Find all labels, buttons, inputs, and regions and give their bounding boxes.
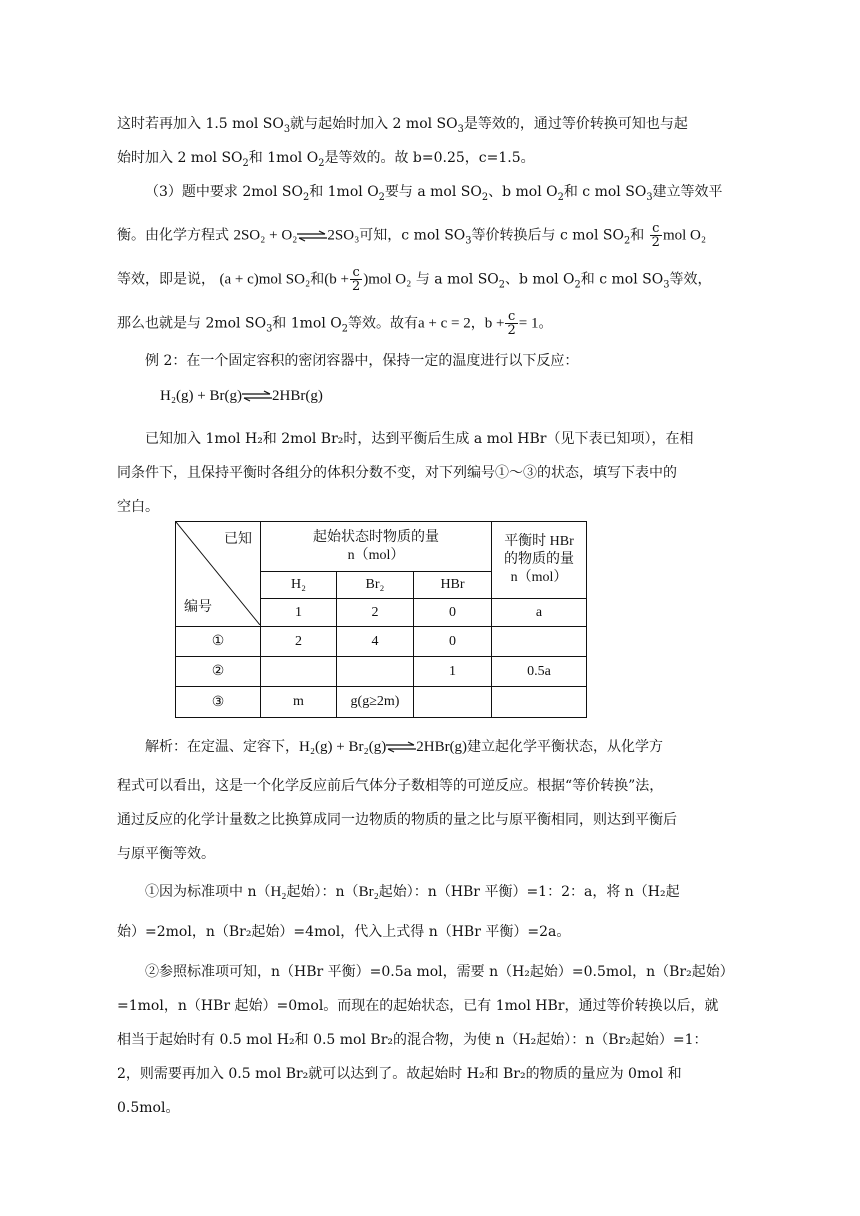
text-line: 相当于起始时有 0.5 mol H₂和 0.5 mol Br₂的混合物，为使 n（H₂起始）：n（Br₂起始）=1： — [117, 1032, 708, 1048]
text: 是等效的。故 b=0.25，c=1.5。 — [324, 150, 535, 166]
equation: 2SO₃ — [327, 227, 360, 244]
text-line: ①因为标准项中 n（H₂起始）：n（Br₂起始）：n（HBr 平衡）=1：2：a，将 n（H₂起 — [145, 884, 680, 900]
text: 等效。故有 — [348, 315, 418, 332]
text-line-2 — [117, 148, 535, 174]
subscript: 2 — [557, 191, 564, 203]
text: 等效，即是说， — [117, 271, 215, 288]
text: 可知，c mol SO — [359, 227, 466, 244]
table-row — [176, 657, 587, 687]
text: 那么也就是与 2mol SO — [117, 315, 267, 332]
subscript: 2 — [318, 157, 325, 169]
col-header-br2: Br₂ — [337, 572, 414, 599]
text-line: 程式可以看出，这是一个化学反应前后气体分子数相等的可逆反应。根据“等价转换”法， — [117, 778, 664, 794]
text-line: 0.5mol。 — [117, 1100, 180, 1116]
data-table — [175, 521, 587, 718]
text: 等价转换后与 c mol SO — [471, 227, 624, 244]
subscript: 3 — [646, 191, 653, 203]
row-label: ③ — [176, 687, 261, 718]
text: 等效， — [669, 271, 712, 288]
equilibrium-arrow-icon — [386, 741, 416, 753]
fraction: $\frac{c}{2}$ — [651, 221, 660, 250]
text: 和 c mol SO — [580, 271, 664, 288]
subscript: 2 — [481, 191, 489, 203]
table-cell: m — [261, 687, 337, 718]
table-cell: 2 — [261, 627, 337, 657]
table-cell: 0.5a — [492, 657, 587, 687]
equation: H₂(g) + Br₂(g) — [299, 739, 387, 755]
subscript: 3 — [457, 123, 464, 135]
subscript: 2 — [623, 235, 631, 247]
text: 和 1mol O — [309, 184, 379, 200]
subscript: 2 — [302, 191, 310, 203]
example-heading: 例 2：在一个固定容积的密闭容器中，保持一定的温度进行以下反应： — [145, 353, 579, 369]
col-header-hbr: HBr — [414, 572, 492, 599]
equation: H₂ — [270, 884, 287, 900]
table-cell — [414, 687, 492, 718]
table-cell: 0 — [414, 599, 492, 627]
table-cell: 1 — [414, 657, 492, 687]
text-line: 同条件下，且保持平衡时各组分的体积分数不变，对下列编号①～③的状态，填写下表中的 — [117, 465, 677, 481]
text-line: =1mol，n（HBr 起始）=0mol。而现在的起始状态，已有 1mol HBr，通过等价转换以后，就 — [117, 998, 719, 1014]
equation: a + c = 2 — [418, 315, 471, 332]
text: 要与 a mol SO — [384, 184, 482, 200]
reaction-equation: H₂(g) + Br(g) 2HBr(g) — [160, 388, 323, 404]
table-cell: 4 — [337, 627, 414, 657]
text-line: 解析：在定温、定容下，H₂(g) + Br₂(g) 2HBr(g)建立起化学平衡状态，从化学方 — [145, 739, 664, 755]
text: 始时加入 2 mol SO — [117, 150, 243, 166]
text-line: ②参照标准项可知，n（HBr 平衡）=0.5a mol，需要 n（H₂起始）=0.5mol，n（Br₂起始） — [145, 964, 734, 980]
text: 建立等效平 — [652, 184, 723, 200]
text-line: 空白。 — [117, 499, 159, 515]
text-line: 已知加入 1mol H₂和 2mol Br₂时，达到平衡后生成 a mol HBr（见下表已知项），在相 — [145, 431, 694, 447]
text: 和 — [630, 227, 645, 244]
subscript: 3 — [266, 323, 273, 335]
table-cell: 0 — [414, 627, 492, 657]
text-line: 与原平衡等效。 — [117, 846, 215, 862]
text-line-6 — [117, 310, 552, 339]
corner-label-known: 已知 — [224, 532, 252, 547]
equation: = 1 — [518, 315, 539, 332]
text: 衡。由化学方程式 — [117, 227, 229, 244]
text-line: 始）=2mol，n（Br₂起始）=4mol，代入上式得 n（HBr 平衡）=2a。 — [117, 924, 571, 940]
table-cell — [261, 657, 337, 687]
equation: mol O₂ — [662, 227, 707, 244]
text: 是等效的，通过等价转换可知也与起 — [463, 116, 688, 132]
equation: 2HBr(g) — [416, 739, 468, 755]
fraction: $\frac{c}{2}$ — [351, 265, 361, 294]
text: 与 a mol SO — [415, 271, 499, 288]
header-equilibrium-hbr: 平衡时 HBr 的物质的量 n（mol） — [492, 522, 587, 599]
text: 和 1mol O — [248, 150, 319, 166]
text: ， — [470, 315, 485, 332]
subscript: 2 — [378, 191, 385, 203]
equation: )mol O₂ — [363, 271, 412, 288]
subscript: 3 — [465, 235, 472, 247]
text: （3）题中要求 2mol SO — [145, 184, 303, 200]
subscript: 3 — [663, 279, 670, 291]
subscript: 2 — [498, 279, 506, 291]
equilibrium-arrow-icon — [297, 230, 327, 242]
table-cell: 2 — [337, 599, 414, 627]
subscript: 3 — [283, 123, 291, 135]
text: 、b mol O — [488, 184, 558, 200]
table-cell: a — [492, 599, 587, 627]
subscript: 2 — [242, 157, 249, 169]
text-line-1 — [117, 114, 688, 140]
text-line: 2，则需要再加入 0.5 mol Br₂就可以达到了。故起始时 H₂和 Br₂的物质的量应为 0mol 和 — [117, 1066, 682, 1082]
equation: (a + c)mol SO₂ — [219, 271, 311, 288]
text: 和 1mol O — [272, 315, 342, 332]
table-cell — [337, 657, 414, 687]
text: 就与起始时加入 2 mol SO — [290, 116, 458, 132]
text: 和 — [310, 271, 325, 288]
table-cell: 1 — [261, 599, 337, 627]
equation: 2SO₂ + O₂ — [233, 227, 298, 244]
header-start-amount: 起始状态时物质的量 n（mol） — [261, 522, 492, 572]
fraction: $\frac{c}{2}$ — [507, 309, 516, 338]
subscript: 2 — [574, 279, 581, 291]
text-line: 通过反应的化学计量数之比换算成同一边物质的物质的量之比与原平衡相同，则达到平衡后 — [117, 812, 677, 828]
row-label: ② — [176, 657, 261, 687]
table-corner-cell — [176, 522, 261, 627]
text: 这时若再加入 1.5 mol SO — [117, 116, 284, 132]
table-row — [176, 687, 587, 718]
table-cell — [492, 627, 587, 657]
text-line-5 — [117, 266, 711, 295]
equilibrium-arrow-icon — [242, 390, 272, 402]
table-cell: g(g≥2m) — [337, 687, 414, 718]
col-header-h2: H₂ — [261, 572, 337, 599]
table-row — [176, 627, 587, 657]
row-label: ① — [176, 627, 261, 657]
equation: b + — [484, 315, 505, 332]
equation: (b + — [324, 271, 349, 288]
table-cell — [492, 687, 587, 718]
text: 、b mol O — [505, 271, 575, 288]
equation: Br₂ — [358, 884, 379, 900]
text: 。 — [538, 315, 553, 332]
text: 和 c mol SO — [563, 184, 647, 200]
text-line-3 — [145, 182, 723, 208]
text-line-4 — [117, 222, 706, 251]
subscript: 2 — [341, 323, 348, 335]
corner-label-number: 编号 — [184, 600, 212, 615]
